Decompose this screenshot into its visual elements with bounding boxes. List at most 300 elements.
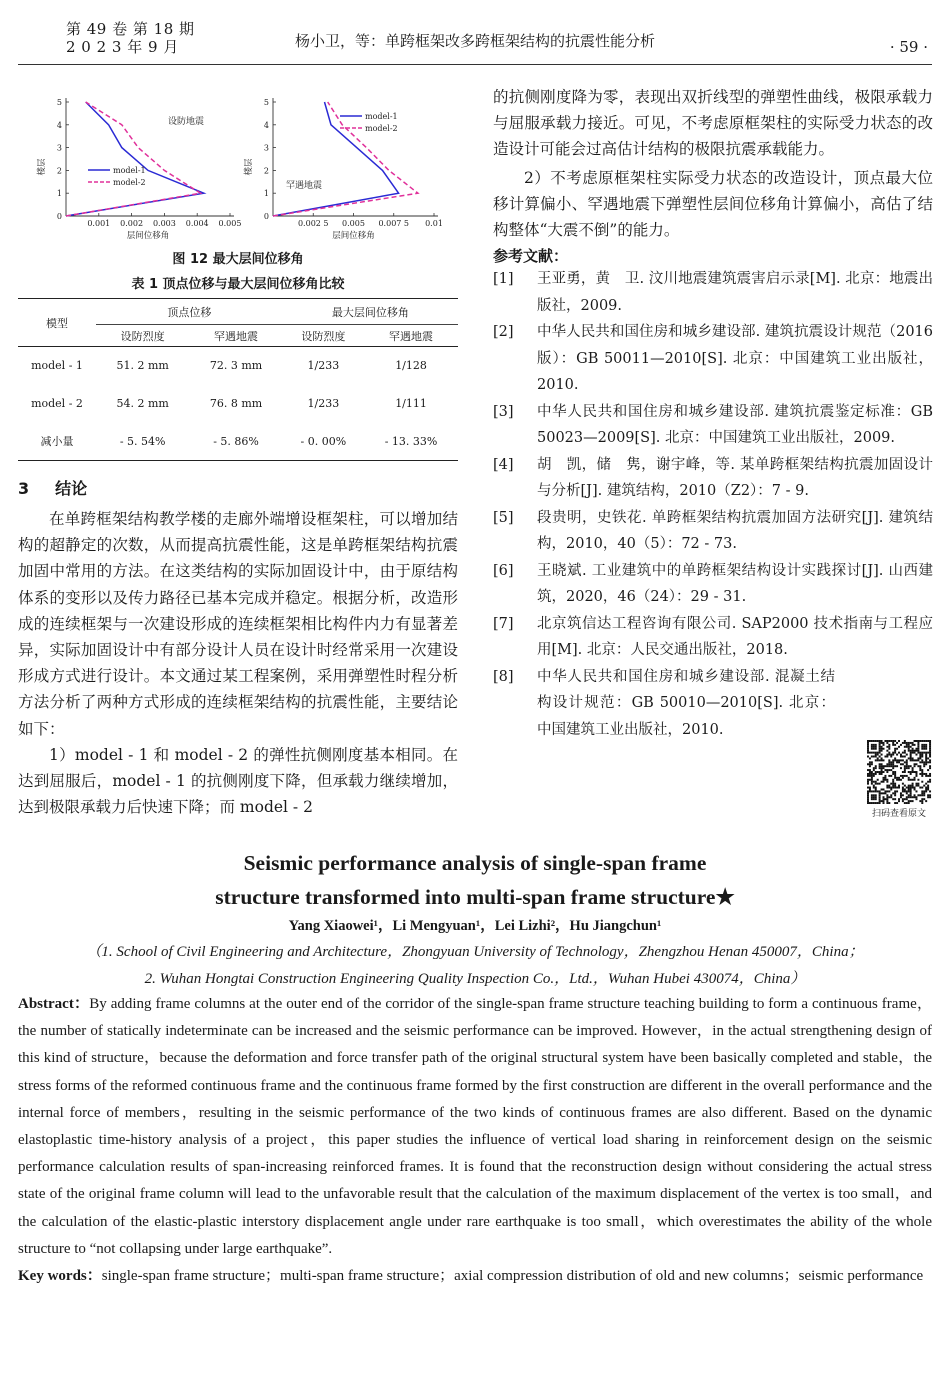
- reference-item: [8] 中华人民共和国住房和城乡建设部. 混凝土结构设计规范：GB 50010—2010[S]. 北京：中国建筑工业出版社，2010.: [493, 668, 835, 738]
- qr-module: [910, 750, 912, 752]
- qr-module: [910, 792, 912, 794]
- qr-module: [881, 748, 883, 750]
- qr-module: [869, 787, 871, 789]
- qr-module: [910, 757, 912, 759]
- qr-module: [915, 748, 917, 750]
- qr-module: [867, 787, 869, 789]
- qr-module: [886, 794, 888, 796]
- qr-module: [871, 781, 873, 783]
- qr-module: [879, 794, 881, 796]
- qr-module: [902, 798, 904, 800]
- qr-module: [892, 787, 894, 789]
- qr-module: [886, 800, 888, 802]
- qr-module: [879, 759, 881, 761]
- qr-module: [890, 783, 892, 785]
- qr-module: [873, 775, 875, 777]
- qr-module: [917, 752, 919, 754]
- keywords-label: Key words：: [18, 1268, 102, 1285]
- qr-module: [884, 740, 886, 742]
- reference-item: [2] 中华人民共和国住房和城乡建设部. 建筑抗震设计规范（2016 版）：GB 50011—2010[S]. 北京：中国建筑工业出版社，2010.: [493, 324, 933, 394]
- qr-module: [875, 740, 877, 742]
- qr-module: [883, 777, 885, 779]
- qr-module: [867, 756, 869, 758]
- qr-module: [894, 794, 896, 796]
- qr-module: [900, 756, 902, 758]
- qr-module: [908, 742, 910, 744]
- english-affiliations: [18, 939, 932, 993]
- qr-module: [873, 748, 875, 750]
- paragraph: 的抗侧刚度降为零，表现出双折线型的弹塑性曲线，极限承载力与屈服承载力接近。可见，不考虑原框架柱的实际受力状态的改造设计可能会过高估计结构的极限抗震承载能力。: [493, 88, 933, 159]
- qr-module: [875, 765, 877, 767]
- table-caption: 表 1 顶点位移与最大层间位移角比较: [131, 277, 345, 292]
- qr-module: [888, 748, 890, 750]
- qr-module: [881, 769, 883, 771]
- qr-module: [906, 763, 908, 765]
- qr-module: [906, 744, 908, 746]
- qr-module: [912, 787, 914, 789]
- qr-module: [867, 802, 869, 804]
- qr-module: [929, 740, 931, 742]
- qr-code-icon[interactable]: [866, 740, 932, 804]
- qr-module: [921, 744, 923, 746]
- qr-module: [904, 798, 906, 800]
- qr-module: [869, 752, 871, 754]
- qr-module: [912, 752, 914, 754]
- qr-module: [875, 754, 877, 756]
- qr-module: [929, 790, 931, 792]
- qr-module: [925, 763, 927, 765]
- qr-module: [888, 785, 890, 787]
- y-tick-label: 5: [263, 98, 269, 107]
- qr-module: [879, 750, 881, 752]
- qr-module: [925, 790, 927, 792]
- qr-module: [888, 787, 890, 789]
- qr-module: [888, 765, 890, 767]
- qr-module: [894, 777, 896, 779]
- qr-module: [923, 763, 925, 765]
- qr-module: [925, 756, 927, 758]
- qr-module: [929, 754, 931, 756]
- qr-module: [871, 783, 873, 785]
- qr-module: [915, 754, 917, 756]
- keywords: [18, 1263, 932, 1290]
- chart-annotation: 罕遇地震: [286, 181, 323, 191]
- qr-module: [883, 759, 885, 761]
- qr-module: [925, 783, 927, 785]
- col-model: 模型: [18, 299, 96, 347]
- star-icon: ★: [715, 885, 735, 909]
- qr-module: [875, 744, 877, 746]
- legend-label: model-2: [365, 124, 398, 133]
- qr-module: [875, 781, 877, 783]
- qr-module: [877, 790, 879, 792]
- qr-module: [908, 790, 910, 792]
- qr-module: [917, 759, 919, 761]
- qr-module: [886, 746, 888, 748]
- table-cell: 1/233: [307, 397, 340, 410]
- qr-module: [886, 763, 888, 765]
- qr-module: [886, 754, 888, 756]
- qr-module: [917, 740, 919, 742]
- qr-module: [879, 744, 881, 746]
- qr-module: [925, 761, 927, 763]
- qr-module: [875, 787, 877, 789]
- qr-module: [892, 785, 894, 787]
- qr-module: [881, 792, 883, 794]
- subheader: 设防烈度: [283, 325, 364, 347]
- qr-module: [904, 750, 906, 752]
- table-cell: - 13. 33%: [364, 423, 458, 461]
- qr-module: [883, 771, 885, 773]
- qr-module: [902, 771, 904, 773]
- qr-module: [917, 746, 919, 748]
- qr-module: [884, 792, 886, 794]
- qr-module: [881, 750, 883, 752]
- x-tick-label: 0.001: [87, 219, 111, 228]
- y-tick-label: 4: [56, 120, 62, 130]
- qr-module: [908, 785, 910, 787]
- qr-module: [881, 773, 883, 775]
- figure-12: [18, 82, 458, 252]
- qr-module: [886, 771, 888, 773]
- qr-module: [888, 744, 890, 746]
- qr-module: [904, 785, 906, 787]
- qr-module: [879, 742, 881, 744]
- qr-module: [879, 765, 881, 767]
- table-cell: 1/128: [395, 359, 427, 373]
- qr-module: [884, 765, 886, 767]
- qr-module: [871, 752, 873, 754]
- qr-module: [902, 794, 904, 796]
- qr-module: [906, 742, 908, 744]
- qr-module: [873, 790, 875, 792]
- qr-module: [869, 802, 871, 804]
- qr-module: [921, 773, 923, 775]
- qr-module: [884, 775, 886, 777]
- qr-module: [914, 794, 916, 796]
- qr-module: [923, 740, 925, 742]
- qr-module: [927, 775, 929, 777]
- qr-module: [925, 746, 927, 748]
- qr-module: [914, 796, 916, 798]
- qr-module: [914, 744, 916, 746]
- paragraph: 1）model - 1 和 model - 2 的弹性抗侧刚度基本相同。在达到屈服后，model - 1 的抗侧刚度下降，但承载力继续增加，达到极限承载力后快速下降；而 model - 2: [18, 745, 458, 817]
- table-row: [18, 423, 458, 461]
- qr-module: [871, 756, 873, 758]
- abstract-text: By adding frame columns at the outer end of the corridor of the single-span frame structure teaching building to form a continuous frame，the number of statically indeterminate can be increased and the seismic performance can be improved. However，in the actual strengthening design of this kind of structure，because the deformation and force transfer path of the original structural system have been basically completed and stable，the stress forms of the reformed continuous frame and the continuous frame formed by the first construction are different in the overall performance and the internal force of members，resulting in the seismic performance of the two kinds of continuous frames are also different. Based on the dynamic elastoplastic time-history analysis of a project，this paper studies the influence of vertical load sharing in reinforcement design on the seismic performance calculation results of span-increasing reinforced frames. It is found that the reconstruction design without considering the actual stress state of the original frame column will lead to the unfavorable result that the calculation of the maximum displacement of the vertex is too small，and the calculation of the elastic-plastic interstory displacement angle under rare earthquake is too small，which overestimates the ability of the whole structure to “not collapsing under large earthquake”.: [18, 996, 932, 1257]
- qr-module: [881, 765, 883, 767]
- qr-module: [910, 773, 912, 775]
- qr-module: [921, 754, 923, 756]
- qr-module: [873, 781, 875, 783]
- qr-module: [923, 798, 925, 800]
- group-max-drift: 最大层间位移角: [283, 299, 458, 325]
- qr-module: [904, 756, 906, 758]
- table-cell: 76. 8 mm: [209, 397, 263, 410]
- cell-model: model - 2: [31, 397, 83, 410]
- qr-module: [908, 746, 910, 748]
- qr-module: [900, 759, 902, 761]
- qr-module: [871, 794, 873, 796]
- qr-module: [929, 767, 931, 769]
- qr-module: [904, 742, 906, 744]
- qr-module: [894, 759, 896, 761]
- qr-module: [875, 788, 877, 790]
- qr-module: [879, 796, 881, 798]
- qr-module: [898, 779, 900, 781]
- qr-module: [929, 775, 931, 777]
- qr-module: [910, 788, 912, 790]
- qr-module: [923, 746, 925, 748]
- qr-module: [910, 790, 912, 792]
- qr-module: [894, 790, 896, 792]
- y-tick-label: 5: [56, 98, 62, 107]
- qr-module: [877, 802, 879, 804]
- qr-module: [923, 765, 925, 767]
- subheader: 罕遇地震: [189, 325, 282, 347]
- qr-module: [886, 742, 888, 744]
- x-tick-label: 0.002: [120, 219, 144, 228]
- qr-module: [904, 775, 906, 777]
- qr-module: [917, 748, 919, 750]
- qr-module: [921, 792, 923, 794]
- qr-module: [929, 765, 931, 767]
- qr-module: [875, 767, 877, 769]
- qr-module: [869, 790, 871, 792]
- qr-module: [875, 759, 877, 761]
- qr-module: [894, 802, 896, 804]
- qr-module: [883, 802, 885, 804]
- qr-module: [875, 783, 877, 785]
- qr-module: [883, 792, 885, 794]
- qr-module: [894, 750, 896, 752]
- qr-module: [910, 800, 912, 802]
- qr-module: [867, 796, 869, 798]
- qr-module: [892, 761, 894, 763]
- qr-module: [894, 792, 896, 794]
- qr-module: [892, 765, 894, 767]
- figure-caption: 图 12 最大层间位移角: [172, 252, 304, 267]
- qr-module: [923, 790, 925, 792]
- group-vertex-displacement: 顶点位移: [96, 299, 283, 325]
- qr-module: [917, 750, 919, 752]
- qr-module: [894, 757, 896, 759]
- qr-module: [925, 775, 927, 777]
- qr-module: [927, 785, 929, 787]
- table-cell: 51. 2 mm: [116, 359, 169, 373]
- volume-issue: 第 49 卷 第 18 期: [66, 20, 195, 38]
- qr-module: [886, 779, 888, 781]
- qr-module: [929, 781, 931, 783]
- qr-module: [900, 775, 902, 777]
- qr-module: [883, 781, 885, 783]
- qr-module: [912, 783, 914, 785]
- qr-module: [912, 750, 914, 752]
- qr-module: [910, 794, 912, 796]
- qr-module: [886, 756, 888, 758]
- qr-module: [875, 748, 877, 750]
- qr-module: [915, 740, 917, 742]
- qr-module: [869, 769, 871, 771]
- qr-module: [919, 740, 921, 742]
- qr-module: [929, 748, 931, 750]
- y-tick-label: 4: [263, 120, 269, 130]
- qr-module: [915, 796, 917, 798]
- qr-module: [873, 752, 875, 754]
- qr-module: [914, 779, 916, 781]
- left-column: [18, 82, 458, 449]
- qr-module: [879, 756, 881, 758]
- qr-module: [869, 757, 871, 759]
- qr-module: [871, 746, 873, 748]
- qr-module: [925, 788, 927, 790]
- qr-module: [921, 769, 923, 771]
- qr-module: [898, 777, 900, 779]
- qr-module: [871, 771, 873, 773]
- qr-module: [896, 777, 898, 779]
- qr-module: [883, 779, 885, 781]
- table-cell: - 5. 54%: [96, 423, 189, 461]
- qr-module: [890, 740, 892, 742]
- qr-module: [929, 746, 931, 748]
- qr-module: [902, 742, 904, 744]
- x-tick-label: 0.005: [218, 219, 242, 228]
- qr-module: [888, 740, 890, 742]
- issue-date: 2 0 2 3 年 9 月: [66, 38, 179, 56]
- qr-module: [879, 798, 881, 800]
- qr-module: [929, 779, 931, 781]
- qr-module: [929, 750, 931, 752]
- table-cell: 1/111: [395, 397, 427, 410]
- qr-module: [908, 794, 910, 796]
- qr-module: [898, 761, 900, 763]
- qr-module: [925, 754, 927, 756]
- qr-module: [927, 757, 929, 759]
- conclusion-text: [18, 506, 458, 820]
- qr-module: [904, 752, 906, 754]
- qr-module: [873, 785, 875, 787]
- qr-module: [881, 800, 883, 802]
- qr-module: [898, 752, 900, 754]
- qr-module: [910, 787, 912, 789]
- qr-module: [915, 785, 917, 787]
- qr-module: [888, 759, 890, 761]
- qr-module: [925, 748, 927, 750]
- qr-module: [896, 742, 898, 744]
- qr-module: [921, 802, 923, 804]
- qr-module: [910, 785, 912, 787]
- qr-module: [892, 771, 894, 773]
- qr-module: [904, 769, 906, 771]
- qr-module: [877, 783, 879, 785]
- qr-module: [902, 777, 904, 779]
- qr-module: [917, 783, 919, 785]
- qr-module: [875, 752, 877, 754]
- qr-module: [902, 775, 904, 777]
- qr-module: [898, 759, 900, 761]
- qr-module: [912, 759, 914, 761]
- reference-item: [7] 北京筑信达工程咨询有限公司. SAP2000 技术指南与工程应用[M]. 北京：人民交通出版社，2018.: [493, 615, 933, 659]
- qr-module: [881, 754, 883, 756]
- qr-module: [917, 765, 919, 767]
- qr-module: [881, 763, 883, 765]
- qr-module: [910, 765, 912, 767]
- qr-module: [917, 744, 919, 746]
- qr-module: [917, 779, 919, 781]
- qr-module: [919, 765, 921, 767]
- qr-module: [867, 763, 869, 765]
- qr-module: [892, 742, 894, 744]
- qr-module: [898, 798, 900, 800]
- qr-module: [919, 761, 921, 763]
- qr-module: [923, 792, 925, 794]
- qr-module: [921, 740, 923, 742]
- qr-module: [912, 785, 914, 787]
- qr-module: [888, 761, 890, 763]
- qr-module: [896, 790, 898, 792]
- qr-module: [908, 787, 910, 789]
- qr-module: [869, 765, 871, 767]
- qr-module: [921, 759, 923, 761]
- qr-module: [869, 773, 871, 775]
- qr-module: [912, 796, 914, 798]
- qr-module: [914, 750, 916, 752]
- qr-module: [927, 788, 929, 790]
- qr-label: 扫码查看原文: [871, 809, 926, 819]
- qr-module: [925, 744, 927, 746]
- qr-module: [902, 752, 904, 754]
- qr-module: [871, 761, 873, 763]
- qr-module: [929, 773, 931, 775]
- qr-module: [929, 744, 931, 746]
- qr-module: [927, 781, 929, 783]
- qr-module: [908, 802, 910, 804]
- qr-module: [894, 783, 896, 785]
- qr-module: [877, 754, 879, 756]
- y-tick-label: 3: [263, 143, 269, 153]
- qr-module: [867, 800, 869, 802]
- qr-module: [906, 787, 908, 789]
- abstract: [18, 991, 932, 1263]
- qr-module: [917, 742, 919, 744]
- qr-module: [877, 740, 879, 742]
- qr-module: [912, 771, 914, 773]
- qr-module: [892, 754, 894, 756]
- qr-module: [890, 761, 892, 763]
- qr-module: [883, 788, 885, 790]
- qr-module: [898, 787, 900, 789]
- qr-module: [906, 790, 908, 792]
- qr-module: [879, 771, 881, 773]
- qr-module: [927, 769, 929, 771]
- qr-module: [923, 773, 925, 775]
- qr-module: [886, 769, 888, 771]
- qr-module: [914, 763, 916, 765]
- qr-module: [919, 787, 921, 789]
- x-tick-label: 0.004: [185, 219, 209, 228]
- qr-module: [879, 767, 881, 769]
- qr-module: [906, 775, 908, 777]
- qr-module: [929, 796, 931, 798]
- y-tick-label: 1: [263, 189, 269, 199]
- qr-module: [912, 800, 914, 802]
- qr-module: [914, 777, 916, 779]
- cell-model: 减小量: [18, 423, 96, 461]
- qr-module: [879, 792, 881, 794]
- qr-module: [892, 798, 894, 800]
- legend-label: model-1: [365, 112, 398, 121]
- qr-module: [908, 779, 910, 781]
